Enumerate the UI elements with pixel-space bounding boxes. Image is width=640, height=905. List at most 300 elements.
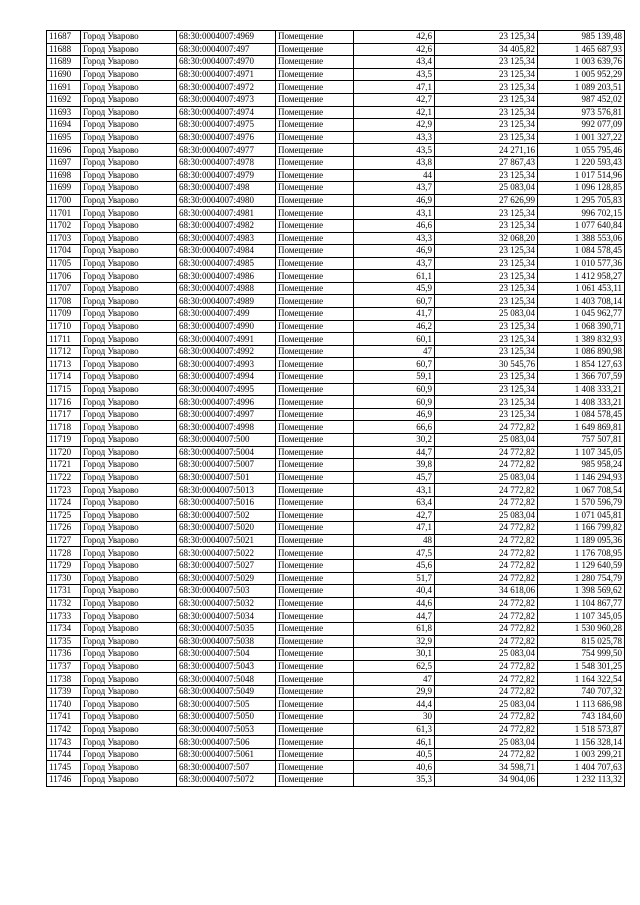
cell-cadastral-value: 1 113 686,98 — [538, 698, 625, 711]
cell-specific-value: 23 125,34 — [435, 68, 538, 81]
cell-cadastral-value: 985 139,48 — [538, 31, 625, 44]
cell-settlement: Город Уварово — [81, 308, 177, 321]
cell-cadastral-number: 68:30:0004007:4982 — [177, 219, 276, 232]
cell-cadastral-value: 1 518 573,87 — [538, 723, 625, 736]
cell-specific-value: 25 083,04 — [435, 471, 538, 484]
cell-settlement: Город Уварово — [81, 156, 177, 169]
cell-cadastral-number: 68:30:0004007:4969 — [177, 31, 276, 44]
cell-area: 43,5 — [354, 68, 435, 81]
table-row — [47, 597, 625, 610]
cell-object-type: Помещение — [276, 559, 354, 572]
cell-settlement: Город Уварово — [81, 496, 177, 509]
cell-row-number: 11700 — [47, 194, 81, 207]
table-row — [47, 68, 625, 81]
cell-object-type: Помещение — [276, 471, 354, 484]
cell-specific-value: 23 125,34 — [435, 119, 538, 132]
table-row — [47, 534, 625, 547]
table-row — [47, 219, 625, 232]
cell-object-type: Помещение — [276, 119, 354, 132]
cell-row-number: 11701 — [47, 207, 81, 220]
cell-object-type: Помещение — [276, 56, 354, 69]
cell-cadastral-number: 68:30:0004007:5048 — [177, 673, 276, 686]
table-row — [47, 282, 625, 295]
cell-area: 43,7 — [354, 257, 435, 270]
cell-cadastral-number: 68:30:0004007:4984 — [177, 245, 276, 258]
cell-specific-value: 24 772,82 — [435, 610, 538, 623]
cell-cadastral-number: 68:30:0004007:4986 — [177, 270, 276, 283]
cell-area: 62,5 — [354, 660, 435, 673]
cell-row-number: 11699 — [47, 182, 81, 195]
table-row — [47, 345, 625, 358]
cell-specific-value: 24 772,82 — [435, 748, 538, 761]
cell-object-type: Помещение — [276, 459, 354, 472]
table-row — [47, 56, 625, 69]
cell-settlement: Город Уварово — [81, 106, 177, 119]
cell-settlement: Город Уварово — [81, 484, 177, 497]
cell-cadastral-value: 1 071 045,81 — [538, 509, 625, 522]
cell-cadastral-value: 754 999,50 — [538, 648, 625, 661]
cell-area: 47,5 — [354, 547, 435, 560]
cell-object-type: Помещение — [276, 282, 354, 295]
table-row — [47, 371, 625, 384]
cell-cadastral-value: 1 107 345,05 — [538, 446, 625, 459]
cell-specific-value: 27 867,43 — [435, 156, 538, 169]
cell-specific-value: 32 068,20 — [435, 232, 538, 245]
cell-settlement: Город Уварово — [81, 622, 177, 635]
cell-row-number: 11725 — [47, 509, 81, 522]
cell-object-type: Помещение — [276, 358, 354, 371]
cell-specific-value: 24 772,82 — [435, 459, 538, 472]
cell-settlement: Город Уварово — [81, 232, 177, 245]
cell-row-number: 11732 — [47, 597, 81, 610]
cell-specific-value: 24 772,82 — [435, 673, 538, 686]
cell-cadastral-value: 1 005 952,29 — [538, 68, 625, 81]
table-row — [47, 673, 625, 686]
cell-area: 39,8 — [354, 459, 435, 472]
cell-cadastral-value: 1 854 127,63 — [538, 358, 625, 371]
cell-specific-value: 23 125,34 — [435, 383, 538, 396]
cell-cadastral-number: 68:30:0004007:4976 — [177, 131, 276, 144]
cell-settlement: Город Уварово — [81, 131, 177, 144]
cell-cadastral-value: 1 089 203,51 — [538, 81, 625, 94]
cell-cadastral-value: 1 412 958,27 — [538, 270, 625, 283]
cell-specific-value: 25 083,04 — [435, 509, 538, 522]
cell-row-number: 11709 — [47, 308, 81, 321]
table-row — [47, 421, 625, 434]
cell-specific-value: 24 772,82 — [435, 534, 538, 547]
cell-object-type: Помещение — [276, 673, 354, 686]
cell-cadastral-number: 68:30:0004007:4971 — [177, 68, 276, 81]
cell-area: 42,7 — [354, 93, 435, 106]
cell-specific-value: 24 772,82 — [435, 572, 538, 585]
cell-row-number: 11730 — [47, 572, 81, 585]
cell-specific-value: 23 125,34 — [435, 408, 538, 421]
cell-cadastral-number: 68:30:0004007:4974 — [177, 106, 276, 119]
cell-specific-value: 23 125,34 — [435, 106, 538, 119]
cell-object-type: Помещение — [276, 698, 354, 711]
cell-row-number: 11707 — [47, 282, 81, 295]
cell-specific-value: 24 772,82 — [435, 496, 538, 509]
cell-cadastral-value: 1 176 708,95 — [538, 547, 625, 560]
cell-specific-value: 25 083,04 — [435, 434, 538, 447]
cell-settlement: Город Уварово — [81, 219, 177, 232]
table-row — [47, 408, 625, 421]
cell-cadastral-value: 1 045 962,77 — [538, 308, 625, 321]
cell-specific-value: 23 125,34 — [435, 270, 538, 283]
cell-specific-value: 34 904,06 — [435, 774, 538, 787]
cell-row-number: 11744 — [47, 748, 81, 761]
cell-object-type: Помещение — [276, 106, 354, 119]
cell-cadastral-number: 68:30:0004007:4980 — [177, 194, 276, 207]
cell-cadastral-value: 1 398 569,62 — [538, 585, 625, 598]
cell-cadastral-value: 1 156 328,14 — [538, 736, 625, 749]
cell-row-number: 11733 — [47, 610, 81, 623]
cell-row-number: 11722 — [47, 471, 81, 484]
cell-area: 60,9 — [354, 396, 435, 409]
cell-specific-value: 23 125,34 — [435, 93, 538, 106]
cell-settlement: Город Уварово — [81, 81, 177, 94]
cell-settlement: Город Уварово — [81, 572, 177, 585]
cell-object-type: Помещение — [276, 383, 354, 396]
cell-cadastral-value: 1 107 345,05 — [538, 610, 625, 623]
cell-object-type: Помещение — [276, 396, 354, 409]
cell-settlement: Город Уварово — [81, 182, 177, 195]
cell-cadastral-value: 1 389 832,93 — [538, 333, 625, 346]
cell-specific-value: 23 125,34 — [435, 219, 538, 232]
cell-area: 40,6 — [354, 761, 435, 774]
cell-settlement: Город Уварово — [81, 295, 177, 308]
cell-cadastral-number: 68:30:0004007:501 — [177, 471, 276, 484]
table-row — [47, 383, 625, 396]
cell-cadastral-number: 68:30:0004007:5007 — [177, 459, 276, 472]
cell-cadastral-value: 1 189 095,36 — [538, 534, 625, 547]
cell-cadastral-number: 68:30:0004007:5032 — [177, 597, 276, 610]
cell-cadastral-number: 68:30:0004007:4977 — [177, 144, 276, 157]
cell-object-type: Помещение — [276, 270, 354, 283]
cell-specific-value: 23 125,34 — [435, 345, 538, 358]
table-row — [47, 131, 625, 144]
cell-cadastral-value: 985 958,24 — [538, 459, 625, 472]
table-row — [47, 182, 625, 195]
cell-row-number: 11735 — [47, 635, 81, 648]
cell-object-type: Помещение — [276, 572, 354, 585]
cell-cadastral-number: 68:30:0004007:5038 — [177, 635, 276, 648]
cell-row-number: 11717 — [47, 408, 81, 421]
cell-area: 60,1 — [354, 333, 435, 346]
cell-settlement: Город Уварово — [81, 144, 177, 157]
cell-settlement: Город Уварово — [81, 207, 177, 220]
cell-settlement: Город Уварово — [81, 358, 177, 371]
cell-specific-value: 34 598,71 — [435, 761, 538, 774]
table-row — [47, 635, 625, 648]
cell-cadastral-number: 68:30:0004007:5050 — [177, 711, 276, 724]
cell-cadastral-value: 1 003 299,21 — [538, 748, 625, 761]
cell-area: 30,2 — [354, 434, 435, 447]
cell-object-type: Помещение — [276, 509, 354, 522]
cell-settlement: Город Уварово — [81, 459, 177, 472]
cell-row-number: 11712 — [47, 345, 81, 358]
cell-specific-value: 25 083,04 — [435, 308, 538, 321]
cell-row-number: 11731 — [47, 585, 81, 598]
cell-settlement: Город Уварово — [81, 534, 177, 547]
table-row — [47, 270, 625, 283]
cell-specific-value: 24 772,82 — [435, 547, 538, 560]
cell-area: 47,1 — [354, 522, 435, 535]
cell-area: 47,1 — [354, 81, 435, 94]
cell-object-type: Помещение — [276, 446, 354, 459]
cell-object-type: Помещение — [276, 774, 354, 787]
cell-cadastral-number: 68:30:0004007:4994 — [177, 371, 276, 384]
cell-row-number: 11715 — [47, 383, 81, 396]
cell-area: 48 — [354, 534, 435, 547]
cell-specific-value: 23 125,34 — [435, 207, 538, 220]
cell-specific-value: 23 125,34 — [435, 245, 538, 258]
cell-object-type: Помещение — [276, 496, 354, 509]
cell-row-number: 11728 — [47, 547, 81, 560]
cell-row-number: 11693 — [47, 106, 81, 119]
cell-row-number: 11705 — [47, 257, 81, 270]
cell-cadastral-value: 743 184,60 — [538, 711, 625, 724]
table-row — [47, 711, 625, 724]
cell-cadastral-value: 1 366 707,59 — [538, 371, 625, 384]
cell-specific-value: 34 618,06 — [435, 585, 538, 598]
cell-row-number: 11703 — [47, 232, 81, 245]
cell-specific-value: 24 772,82 — [435, 446, 538, 459]
cell-row-number: 11694 — [47, 119, 81, 132]
cell-settlement: Город Уварово — [81, 585, 177, 598]
table-row — [47, 144, 625, 157]
cell-settlement: Город Уварово — [81, 673, 177, 686]
cell-settlement: Город Уварово — [81, 522, 177, 535]
cell-area: 45,7 — [354, 471, 435, 484]
cell-object-type: Помещение — [276, 156, 354, 169]
cell-specific-value: 24 772,82 — [435, 522, 538, 535]
cell-cadastral-number: 68:30:0004007:5043 — [177, 660, 276, 673]
cell-object-type: Помещение — [276, 144, 354, 157]
table-row — [47, 320, 625, 333]
cell-cadastral-value: 1 220 593,43 — [538, 156, 625, 169]
cell-area: 43,1 — [354, 207, 435, 220]
cell-specific-value: 23 125,34 — [435, 282, 538, 295]
cell-specific-value: 24 772,82 — [435, 484, 538, 497]
cell-object-type: Помещение — [276, 232, 354, 245]
cell-area: 44 — [354, 169, 435, 182]
cell-row-number: 11687 — [47, 31, 81, 44]
table-row — [47, 698, 625, 711]
table-row — [47, 761, 625, 774]
cell-area: 43,7 — [354, 182, 435, 195]
cell-cadastral-number: 68:30:0004007:4983 — [177, 232, 276, 245]
cell-cadastral-number: 68:30:0004007:4995 — [177, 383, 276, 396]
cell-cadastral-value: 1 104 867,77 — [538, 597, 625, 610]
cell-row-number: 11724 — [47, 496, 81, 509]
cell-settlement: Город Уварово — [81, 194, 177, 207]
cell-specific-value: 25 083,04 — [435, 648, 538, 661]
cell-specific-value: 24 772,82 — [435, 685, 538, 698]
cell-cadastral-number: 68:30:0004007:5072 — [177, 774, 276, 787]
cell-object-type: Помещение — [276, 622, 354, 635]
cell-row-number: 11688 — [47, 43, 81, 56]
cell-row-number: 11711 — [47, 333, 81, 346]
cell-area: 46,9 — [354, 245, 435, 258]
table-row — [47, 295, 625, 308]
cell-cadastral-value: 1 068 390,71 — [538, 320, 625, 333]
cell-settlement: Город Уварово — [81, 270, 177, 283]
cell-cadastral-number: 68:30:0004007:4996 — [177, 396, 276, 409]
cell-cadastral-value: 1 232 113,32 — [538, 774, 625, 787]
cell-row-number: 11697 — [47, 156, 81, 169]
cell-object-type: Помещение — [276, 257, 354, 270]
table-row — [47, 559, 625, 572]
cell-settlement: Город Уварово — [81, 383, 177, 396]
cell-cadastral-value: 1 465 687,93 — [538, 43, 625, 56]
cell-settlement: Город Уварово — [81, 471, 177, 484]
cell-cadastral-number: 68:30:0004007:4975 — [177, 119, 276, 132]
cell-settlement: Город Уварово — [81, 698, 177, 711]
cell-object-type: Помещение — [276, 660, 354, 673]
cell-object-type: Помещение — [276, 408, 354, 421]
cell-area: 42,6 — [354, 31, 435, 44]
cell-settlement: Город Уварово — [81, 559, 177, 572]
cell-specific-value: 34 405,82 — [435, 43, 538, 56]
cell-row-number: 11740 — [47, 698, 81, 711]
table-row — [47, 509, 625, 522]
cell-area: 43,1 — [354, 484, 435, 497]
cell-area: 61,1 — [354, 270, 435, 283]
cell-specific-value: 25 083,04 — [435, 698, 538, 711]
cell-object-type: Помещение — [276, 81, 354, 94]
cell-object-type: Помещение — [276, 194, 354, 207]
cell-cadastral-value: 1 388 553,06 — [538, 232, 625, 245]
cell-settlement: Город Уварово — [81, 169, 177, 182]
cell-area: 66,6 — [354, 421, 435, 434]
cell-cadastral-number: 68:30:0004007:5027 — [177, 559, 276, 572]
cell-area: 46,1 — [354, 736, 435, 749]
cell-row-number: 11714 — [47, 371, 81, 384]
table-row — [47, 446, 625, 459]
cell-cadastral-number: 68:30:0004007:5029 — [177, 572, 276, 585]
cell-row-number: 11727 — [47, 534, 81, 547]
table-row — [47, 648, 625, 661]
cell-settlement: Город Уварово — [81, 257, 177, 270]
cell-area: 61,3 — [354, 723, 435, 736]
cell-object-type: Помещение — [276, 761, 354, 774]
cell-specific-value: 24 772,82 — [435, 597, 538, 610]
cell-settlement: Город Уварово — [81, 685, 177, 698]
cell-cadastral-number: 68:30:0004007:4990 — [177, 320, 276, 333]
cell-cadastral-value: 1 166 799,82 — [538, 522, 625, 535]
cell-object-type: Помещение — [276, 131, 354, 144]
cell-object-type: Помещение — [276, 597, 354, 610]
cell-cadastral-number: 68:30:0004007:506 — [177, 736, 276, 749]
table-row — [47, 43, 625, 56]
cell-settlement: Город Уварово — [81, 320, 177, 333]
table-row — [47, 585, 625, 598]
cell-object-type: Помещение — [276, 93, 354, 106]
cell-cadastral-value: 973 576,81 — [538, 106, 625, 119]
cell-cadastral-value: 1 077 640,84 — [538, 219, 625, 232]
cell-cadastral-value: 740 707,32 — [538, 685, 625, 698]
cell-settlement: Город Уварово — [81, 396, 177, 409]
cell-area: 43,8 — [354, 156, 435, 169]
cell-cadastral-number: 68:30:0004007:5013 — [177, 484, 276, 497]
cell-object-type: Помещение — [276, 484, 354, 497]
cell-settlement: Город Уварово — [81, 761, 177, 774]
table-row — [47, 119, 625, 132]
cell-row-number: 11692 — [47, 93, 81, 106]
cell-settlement: Город Уварово — [81, 43, 177, 56]
cell-object-type: Помещение — [276, 585, 354, 598]
cell-object-type: Помещение — [276, 169, 354, 182]
cell-cadastral-number: 68:30:0004007:4973 — [177, 93, 276, 106]
cell-cadastral-number: 68:30:0004007:4970 — [177, 56, 276, 69]
cell-object-type: Помещение — [276, 534, 354, 547]
cell-object-type: Помещение — [276, 295, 354, 308]
cadastral-value-table — [46, 30, 625, 787]
cell-cadastral-number: 68:30:0004007:5034 — [177, 610, 276, 623]
cell-cadastral-number: 68:30:0004007:4992 — [177, 345, 276, 358]
cell-row-number: 11721 — [47, 459, 81, 472]
cell-object-type: Помещение — [276, 723, 354, 736]
cell-area: 47 — [354, 345, 435, 358]
cell-cadastral-number: 68:30:0004007:4972 — [177, 81, 276, 94]
cell-area: 44,6 — [354, 597, 435, 610]
table-row — [47, 257, 625, 270]
cell-cadastral-value: 1 530 960,28 — [538, 622, 625, 635]
cell-object-type: Помещение — [276, 333, 354, 346]
cell-settlement: Город Уварово — [81, 282, 177, 295]
cell-area: 43,4 — [354, 56, 435, 69]
cell-cadastral-number: 68:30:0004007:4988 — [177, 282, 276, 295]
cell-cadastral-number: 68:30:0004007:4991 — [177, 333, 276, 346]
cell-object-type: Помещение — [276, 68, 354, 81]
cell-area: 43,5 — [354, 144, 435, 157]
table-row — [47, 459, 625, 472]
table-row — [47, 572, 625, 585]
cell-specific-value: 23 125,34 — [435, 257, 538, 270]
cell-row-number: 11746 — [47, 774, 81, 787]
cell-settlement: Город Уварово — [81, 635, 177, 648]
cell-cadastral-value: 987 452,02 — [538, 93, 625, 106]
cell-cadastral-value: 1 295 705,83 — [538, 194, 625, 207]
cell-cadastral-number: 68:30:0004007:5035 — [177, 622, 276, 635]
cell-cadastral-value: 1 408 333,21 — [538, 396, 625, 409]
table-row — [47, 194, 625, 207]
cell-area: 61,8 — [354, 622, 435, 635]
cell-settlement: Город Уварово — [81, 31, 177, 44]
cell-row-number: 11738 — [47, 673, 81, 686]
cell-cadastral-value: 1 084 578,45 — [538, 408, 625, 421]
cell-row-number: 11737 — [47, 660, 81, 673]
cell-cadastral-number: 68:30:0004007:4993 — [177, 358, 276, 371]
cell-cadastral-number: 68:30:0004007:4998 — [177, 421, 276, 434]
table-row — [47, 471, 625, 484]
cell-cadastral-number: 68:30:0004007:507 — [177, 761, 276, 774]
cell-area: 42,6 — [354, 43, 435, 56]
cell-specific-value: 23 125,34 — [435, 333, 538, 346]
cell-cadastral-number: 68:30:0004007:5004 — [177, 446, 276, 459]
cell-cadastral-number: 68:30:0004007:5021 — [177, 534, 276, 547]
cell-cadastral-number: 68:30:0004007:4978 — [177, 156, 276, 169]
cell-specific-value: 23 125,34 — [435, 56, 538, 69]
cell-specific-value: 25 083,04 — [435, 736, 538, 749]
cell-settlement: Город Уварово — [81, 119, 177, 132]
cell-cadastral-value: 1 084 578,45 — [538, 245, 625, 258]
cell-area: 60,9 — [354, 383, 435, 396]
cell-cadastral-value: 1 096 128,85 — [538, 182, 625, 195]
cell-specific-value: 23 125,34 — [435, 31, 538, 44]
cell-row-number: 11726 — [47, 522, 81, 535]
